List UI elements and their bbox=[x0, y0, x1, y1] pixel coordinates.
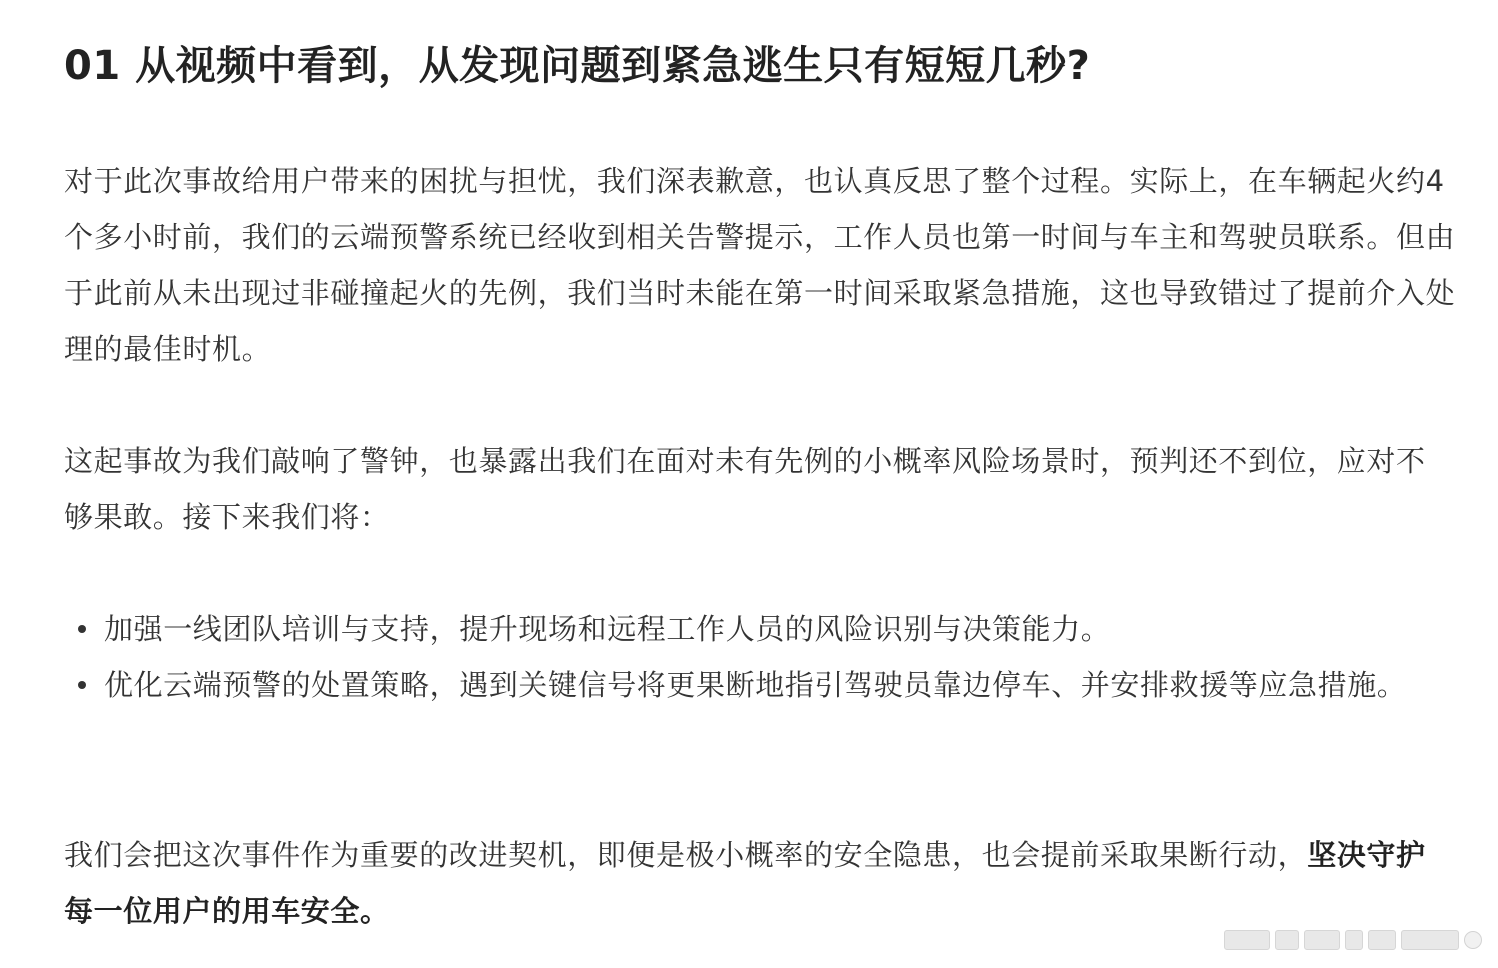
watermark-bar-icon bbox=[1368, 930, 1396, 950]
watermark-bar-icon bbox=[1304, 930, 1340, 950]
weibo-watermark-icon bbox=[1224, 930, 1482, 950]
watermark-bar-icon bbox=[1275, 930, 1299, 950]
paragraph-lessons: 这起事故为我们敲响了警钟，也暴露出我们在面对未有先例的小概率风险场景时，预判还不到位，应对不够果敢。接下来我们将： bbox=[64, 444, 1426, 534]
list-item-text: 加强一线团队培训与支持，提升现场和远程工作人员的风险识别与决策能力。 bbox=[104, 612, 1111, 646]
watermark-bar-icon bbox=[1401, 930, 1459, 950]
action-list bbox=[64, 601, 1464, 713]
list-item-text: 优化云端预警的处置策略，遇到关键信号将更果断地指引驾驶员靠边停车、并安排救援等应急措施。 bbox=[104, 668, 1407, 702]
bullet-dot-icon bbox=[78, 625, 86, 633]
article bbox=[64, 30, 1464, 928]
list-item bbox=[64, 601, 1464, 657]
watermark-circle-icon bbox=[1464, 931, 1482, 949]
bullet-dot-icon bbox=[78, 681, 86, 689]
section-heading: 01 从视频中看到，从发现问题到紧急逃生只有短短几秒? bbox=[64, 43, 1091, 89]
watermark-bar-icon bbox=[1345, 930, 1363, 950]
paragraph-commitment bbox=[64, 827, 1454, 939]
commitment-bold-text: 坚决守护每一位用户的用车安全。 bbox=[64, 838, 1426, 928]
watermark-bar-icon bbox=[1224, 930, 1270, 950]
commitment-text: 我们会把这次事件作为重要的改进契机，即便是极小概率的安全隐患，也会提前采取果断行动， bbox=[64, 838, 1308, 872]
paragraph-apology: 对于此次事故给用户带来的困扰与担忧，我们深表歉意，也认真反思了整个过程。实际上，在车辆起火约4个多小时前，我们的云端预警系统已经收到相关告警提示，工作人员也第一时间与车主和驾驶员联系。但由于此前从未出现过非碰撞起火的先例，我们当时未能在第一时间采取紧急措施，这也导致错过了提前介入处理的最佳时机。 bbox=[64, 164, 1456, 366]
list-item bbox=[64, 657, 1464, 713]
